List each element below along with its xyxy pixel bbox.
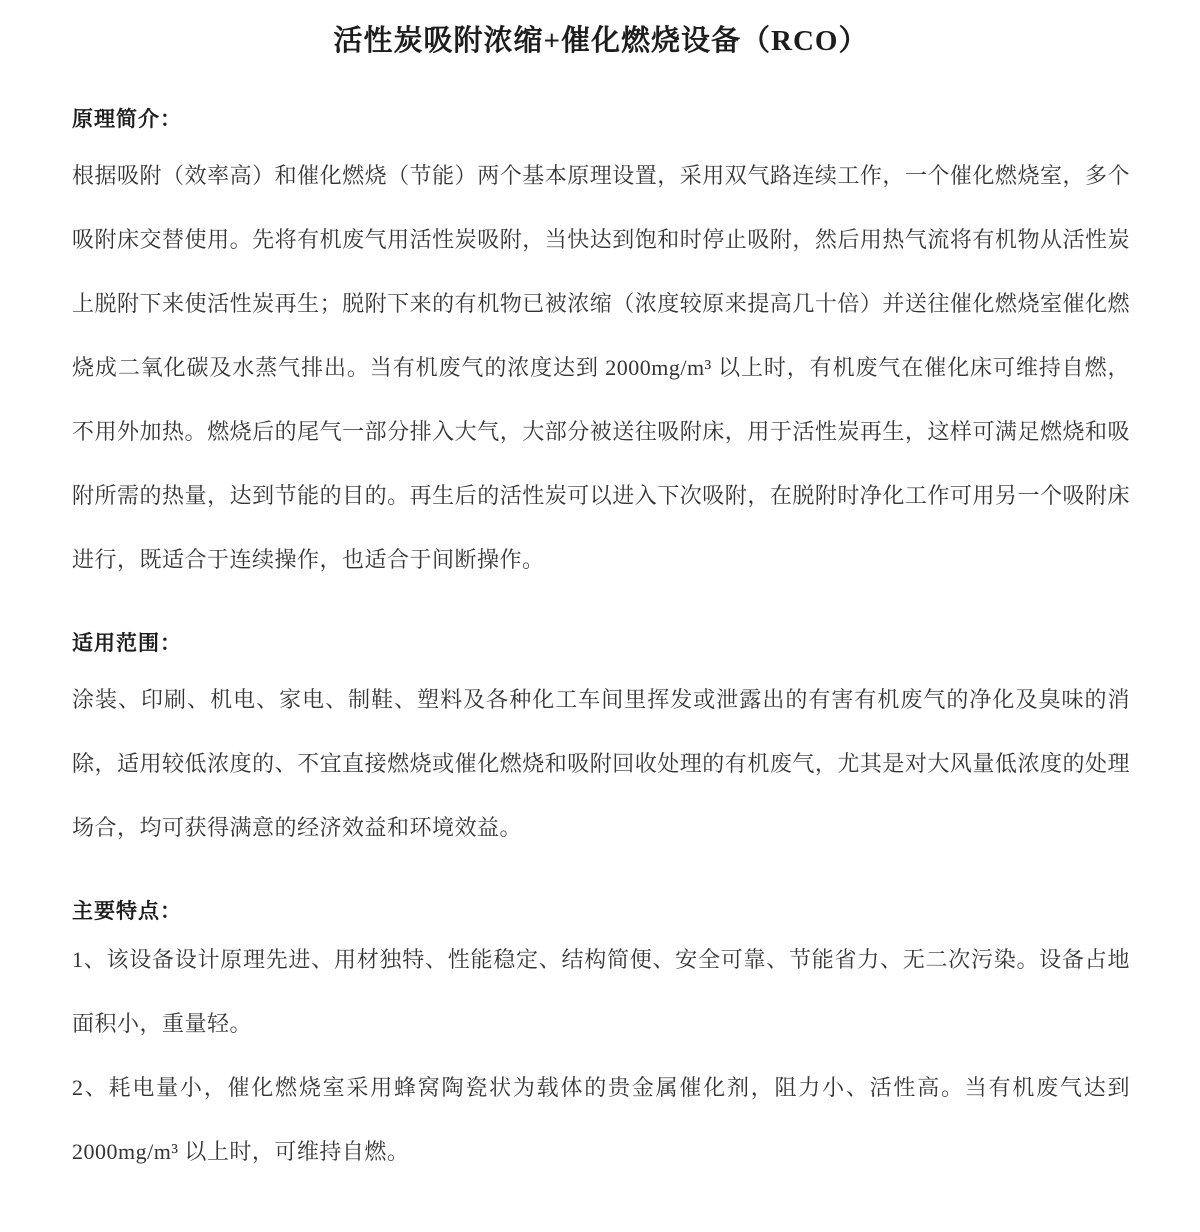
section-features xyxy=(72,894,1130,1184)
section-scope xyxy=(72,626,1130,860)
feature-item-2: 2、耗电量小，催化燃烧室采用蜂窝陶瓷状为载体的贵金属催化剂，阻力小、活性高。当有机废气达到 2000mg/m³ 以上时，可维持自燃。 xyxy=(72,1075,1130,1164)
paragraph-principle: 根据吸附（效率高）和催化燃烧（节能）两个基本原理设置，采用双气路连续工作，一个催化燃烧室，多个吸附床交替使用。先将有机废气用活性炭吸附，当快达到饱和时停止吸附，然后用热气流将有机物从活性炭上脱附下来使活性炭再生；脱附下来的有机物已被浓缩（浓度较原来提高几十倍）并送往催化燃烧室催化燃烧成二氧化碳及水蒸气排出。当有机废气的浓度达到 2000mg/m³ 以上时，有机废气在催化床可维持自燃，不用外加热。燃烧后的尾气一部分排入大气，大部分被送往吸附床，用于活性炭再生，这样可满足燃烧和吸附所需的热量，达到节能的目的。再生后的活性炭可以进入下次吸附，在脱附时净化工作可用另一个吸附床进行，既适合于连续操作，也适合于间断操作。 xyxy=(72,163,1130,572)
document-title: 活性炭吸附浓缩+催化燃烧设备（RCO） xyxy=(333,25,869,57)
section-heading-principle: 原理简介： xyxy=(72,107,182,131)
feature-item-1: 1、该设备设计原理先进、用材独特、性能稳定、结构简便、安全可靠、节能省力、无二次污染。设备占地面积小，重量轻。 xyxy=(72,947,1130,1036)
section-principle xyxy=(72,102,1130,592)
section-heading-scope: 适用范围： xyxy=(72,631,182,655)
paragraph-scope: 涂装、印刷、机电、家电、制鞋、塑料及各种化工车间里挥发或泄露出的有害有机废气的净化及臭味的消除，适用较低浓度的、不宜直接燃烧或催化燃烧和吸附回收处理的有机废气，尤其是对大风量低浓度的处理场合，均可获得满意的经济效益和环境效益。 xyxy=(72,687,1130,840)
section-heading-features: 主要特点： xyxy=(72,899,182,923)
